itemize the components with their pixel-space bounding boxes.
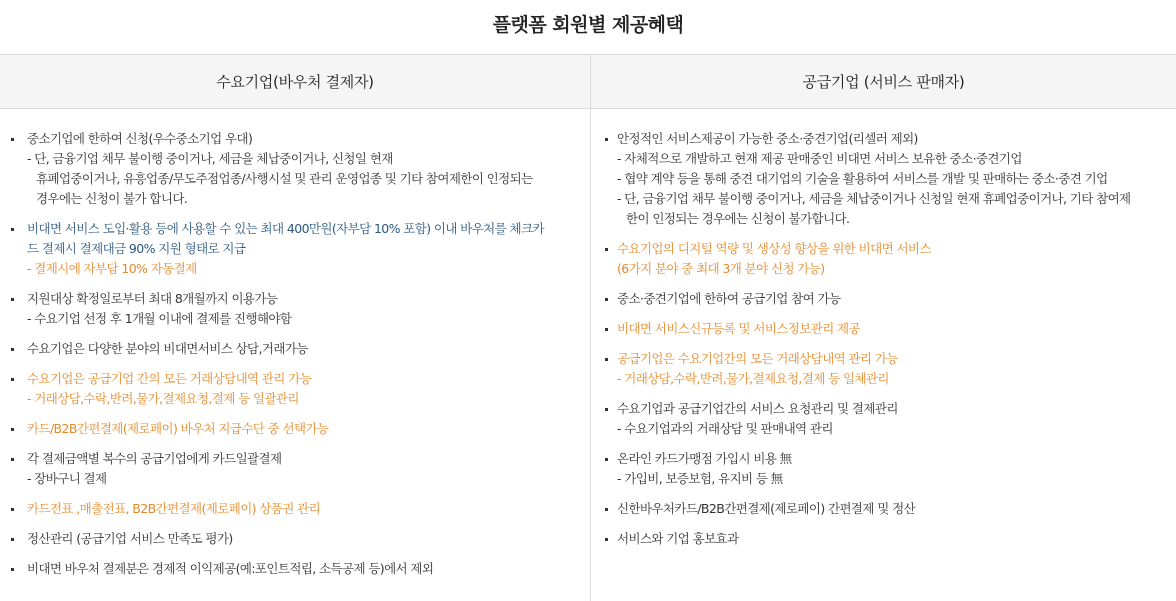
item-text: 수요기업은 공급기업 간의 모든 거래상담내역 관리 가능: [27, 371, 312, 386]
item-text: 온라인 카드가맹점 가입시 비용 無: [617, 451, 792, 466]
item-text: 수요기업의 디지털 역량 및 생상성 향상을 위한 비대면 서비스: [617, 241, 931, 256]
item-subtext: - 단, 금융기업 채무 불이행 중이거나, 세금을 체납중이거나 신청일 현재 휴폐업중이거나, 기타 참여제: [617, 191, 1131, 206]
list-item: [591, 289, 1170, 309]
supply-column: [591, 55, 1176, 601]
item-subtext: - 수요기업 선정 후 1개월 이내에 결제를 진행해야함: [27, 311, 292, 326]
item-text: 각 결제금액별 복수의 공급기업에게 카드일괄결제: [27, 451, 282, 466]
item-subtext: - 장바구니 결제: [27, 471, 107, 486]
item-subtext: - 수요기업과의 거래상담 및 판매내역 관리: [617, 421, 833, 436]
list-item: [0, 339, 580, 359]
item-text: 신한바우처카드/B2B간편결제(제로페이) 간편결제 및 정산: [617, 501, 916, 516]
item-text: 비대면 서비스 도입·활용 등에 사용할 수 있는 최대 400만원(자부담 10% 포함) 이내 바우처를 체크카: [27, 221, 544, 236]
item-text: 서비스와 기업 홍보효과: [617, 531, 739, 546]
item-subtext: - 협약 계약 등을 통해 중견 대기업의 기술을 활용하여 서비스를 개발 및 판매하는 중소·중견 기업: [617, 171, 1108, 186]
list-item: [591, 399, 1170, 439]
item-subtext: - 거래상담,수락,반려,물가,결제요청,결제 등 일체관리: [617, 371, 889, 386]
list-item: [0, 529, 580, 549]
list-item: [591, 129, 1170, 229]
demand-column-header: 수요기업(바우처 결제자): [0, 55, 590, 109]
page-title: 플랫폼 회원별 제공혜택: [0, 0, 1176, 55]
item-subtext: - 결제시에 자부담 10% 자동결제: [27, 261, 197, 276]
item-text: 안정적인 서비스제공이 가능한 중소·중견기업(리셀러 제외): [617, 131, 918, 146]
item-text: 비대면 바우처 결제분은 경제적 이익제공(예:포인트적립, 소득공제 등)에서 제외: [27, 561, 434, 576]
item-text: 지원대상 확정일로부터 최대 8개월까지 이용가능: [27, 291, 278, 306]
item-text: 정산관리 (공급기업 서비스 만족도 평가): [27, 531, 233, 546]
item-subtext: 경우에는 신청이 불가 합니다.: [36, 191, 188, 206]
item-subtext: - 가입비, 보증보험, 유지비 등 無: [617, 471, 783, 486]
list-item: [591, 449, 1170, 489]
list-item: [591, 349, 1170, 389]
list-item: [0, 219, 580, 279]
list-item: [0, 289, 580, 329]
supply-column-header: 공급기업 (서비스 판매자): [591, 55, 1176, 109]
item-text: 중소·중견기업에 한하여 공급기업 참여 가능: [617, 291, 841, 306]
item-text: 비대면 서비스신규등록 및 서비스정보관리 제공: [617, 321, 860, 336]
item-text: 드 결제시 결제대금 90% 지원 형태로 지급: [27, 241, 246, 256]
supply-benefit-list: [591, 109, 1176, 549]
item-text: 수요기업은 다양한 분야의 비대면서비스 상담,거래가능: [27, 341, 308, 356]
list-item: [591, 529, 1170, 549]
item-subtext: - 거래상담,수락,반려,물가,결제요청,결제 등 일괄관리: [27, 391, 299, 406]
demand-benefit-list: [0, 109, 590, 579]
item-subtext: - 자체적으로 개발하고 현재 제공 판매중인 비대면 서비스 보유한 중소·중견기업: [617, 151, 1022, 166]
list-item: [0, 559, 580, 579]
list-item: [0, 499, 580, 519]
list-item: [0, 419, 580, 439]
item-subtext: 휴폐업중이거나, 유흥업종/무도주점업종/사행시설 및 관리 운영업종 및 기타 참여제한이 인정되는: [36, 171, 533, 186]
list-item: [0, 449, 580, 489]
item-text: 수요기업과 공급기업간의 서비스 요청관리 및 결제관리: [617, 401, 898, 416]
demand-column: [0, 55, 591, 601]
item-subtext: 한이 인정되는 경우에는 신청이 불가합니다.: [626, 211, 850, 226]
item-text: 카드/B2B간편결제(제로페이) 바우처 지급수단 중 선택가능: [27, 421, 329, 436]
list-item: [0, 129, 580, 209]
list-item: [0, 369, 580, 409]
benefits-table: [0, 55, 1176, 601]
list-item: [591, 319, 1170, 339]
item-text: 카드전표 ,매출전표, B2B간편결제(제로페이) 상품권 관리: [27, 501, 321, 516]
list-item: [591, 239, 1170, 279]
item-text: (6가지 분야 중 최대 3개 분야 신청 가능): [617, 261, 825, 276]
item-subtext: - 단, 금융기업 채무 불이행 중이거나, 세금을 체납중이거나, 신청일 현재: [27, 151, 393, 166]
item-text: 공급기업은 수요기업간의 모든 거래상담내역 관리 가능: [617, 351, 898, 366]
item-text: 중소기업에 한하여 신청(우수중소기업 우대): [27, 131, 253, 146]
list-item: [591, 499, 1170, 519]
